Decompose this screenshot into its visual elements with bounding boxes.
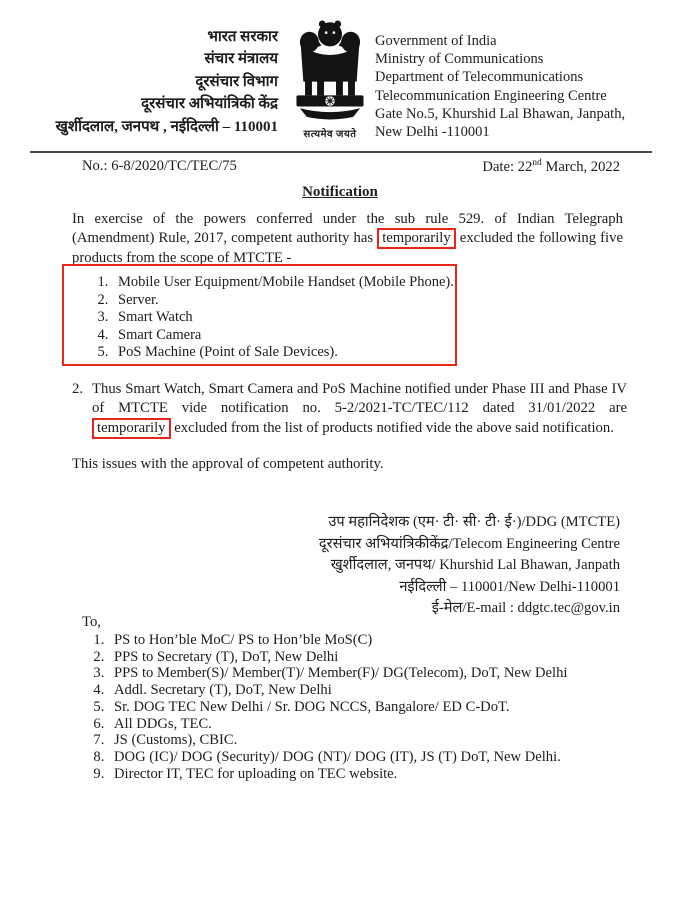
ashoka-lion-capital-icon	[287, 14, 373, 120]
document-title: Notification	[302, 184, 378, 200]
national-emblem	[286, 14, 374, 140]
excluded-product-item: 4. Smart Camera	[112, 327, 455, 345]
recipients-list	[72, 632, 567, 782]
signature-line: दूरसंचार अभियांत्रिकीकेंद्र/Telecom Engineering Centre	[318, 535, 620, 552]
paragraph-2-text: Thus Smart Watch, Smart Camera and PoS Machine notified under Phase III and Phase IV of MTCTE vide notification no. 5-2/2021-TC/TEC/112 dated 31/01/2022 are temporarily excluded from the list of products notified vide the above said notification.	[92, 380, 627, 438]
excluded-products-list	[64, 274, 455, 362]
header-hindi-line: खुर्शीदलाल, जनपथ , नईदिल्ली – 110001	[55, 118, 278, 135]
recipient-item: 8. DOG (IC)/ DOG (Security)/ DOG (NT)/ DOG (IT), JS (T) DoT, New Delhi.	[108, 749, 567, 766]
header-english-line: Gate No.5, Khurshid Lal Bhawan, Janpath,	[375, 105, 626, 122]
header-english-line: Telecommunication Engineering Centre	[375, 87, 607, 104]
recipient-item: 1. PS to Hon’ble MoC/ PS to Hon’ble MoS(C)	[108, 632, 567, 649]
signature-line: खुर्शीदलाल, जनपथ/ Khurshid Lal Bhawan, Janpath	[330, 557, 620, 574]
dharma-chakra-icon	[325, 96, 334, 105]
to-label: To,	[82, 614, 101, 630]
excluded-product-item: 3. Smart Watch	[112, 309, 455, 327]
excluded-product-item: 5. PoS Machine (Point of Sale Devices).	[112, 344, 455, 362]
signature-block	[319, 512, 620, 620]
recipient-item: 7. JS (Customs), CBIC.	[108, 732, 567, 749]
signature-line: ई-मेल/E-mail : ddgtc.tec@gov.in	[431, 600, 620, 617]
header-hindi-line: संचार मंत्रालय	[204, 51, 278, 68]
header-hindi-line: दूरसंचार विभाग	[195, 73, 278, 90]
header-hindi-line: भारत सरकार	[207, 29, 278, 45]
reference-row	[82, 158, 620, 176]
header-english-line: Department of Telecommunications	[375, 69, 584, 86]
header-english-block	[375, 32, 625, 141]
header-hindi-line: दूरसंचार अभियांत्रिकी केंद्र	[141, 96, 278, 113]
header-english-line: Government of India	[375, 33, 497, 49]
header-divider	[30, 151, 652, 153]
recipient-item: 4. Addl. Secretary (T), DoT, New Delhi	[108, 682, 567, 699]
header-hindi-block	[20, 26, 278, 138]
temporarily-highlight-1: temporarily	[377, 228, 456, 249]
excluded-products-box	[62, 264, 457, 366]
date-ordinal-superscript: nd	[532, 158, 542, 168]
signature-line: नईदिल्ली – 110001/New Delhi-110001	[399, 578, 620, 595]
reference-number: No.: 6-8/2020/TC/TEC/75	[82, 158, 237, 174]
paragraph-2	[72, 380, 627, 438]
emblem-motto: सत्यमेव जयते	[303, 129, 357, 140]
excluded-product-item: 2. Server.	[112, 292, 455, 310]
excluded-product-item: 1. Mobile User Equipment/Mobile Handset (Mobile Phone).	[112, 274, 455, 292]
recipient-item: 5. Sr. DOG TEC New Delhi / Sr. DOG NCCS, Bangalore/ ED C-DoT.	[108, 699, 567, 716]
signature-line: उप महानिदेशक (एम· टी· सी· टी· ई·)/DDG (MTCTE)	[328, 514, 620, 530]
paragraph-2-number: 2.	[72, 381, 84, 397]
reference-date: Date: 22nd March, 2022	[482, 158, 620, 175]
temporarily-highlight-2: temporarily	[92, 418, 171, 439]
header-english-line: New Delhi -110001	[375, 124, 490, 141]
header-english-line: Ministry of Communications	[375, 51, 544, 68]
recipient-item: 9. Director IT, TEC for uploading on TEC website.	[108, 766, 567, 783]
recipient-item: 6. All DDGs, TEC.	[108, 716, 567, 733]
recipient-item: 2. PPS to Secretary (T), DoT, New Delhi	[108, 649, 567, 666]
paragraph-1: In exercise of the powers conferred under the sub rule 529. of Indian Telegraph (Amendment) Rule, 2017, competent authority has temporarily excluded the following five products from the scope of MTCTE -	[72, 211, 623, 266]
approval-line: This issues with the approval of competent authority.	[72, 456, 384, 472]
recipient-item: 3. PPS to Member(S)/ Member(T)/ Member(F)/ DG(Telecom), DoT, New Delhi	[108, 665, 567, 682]
